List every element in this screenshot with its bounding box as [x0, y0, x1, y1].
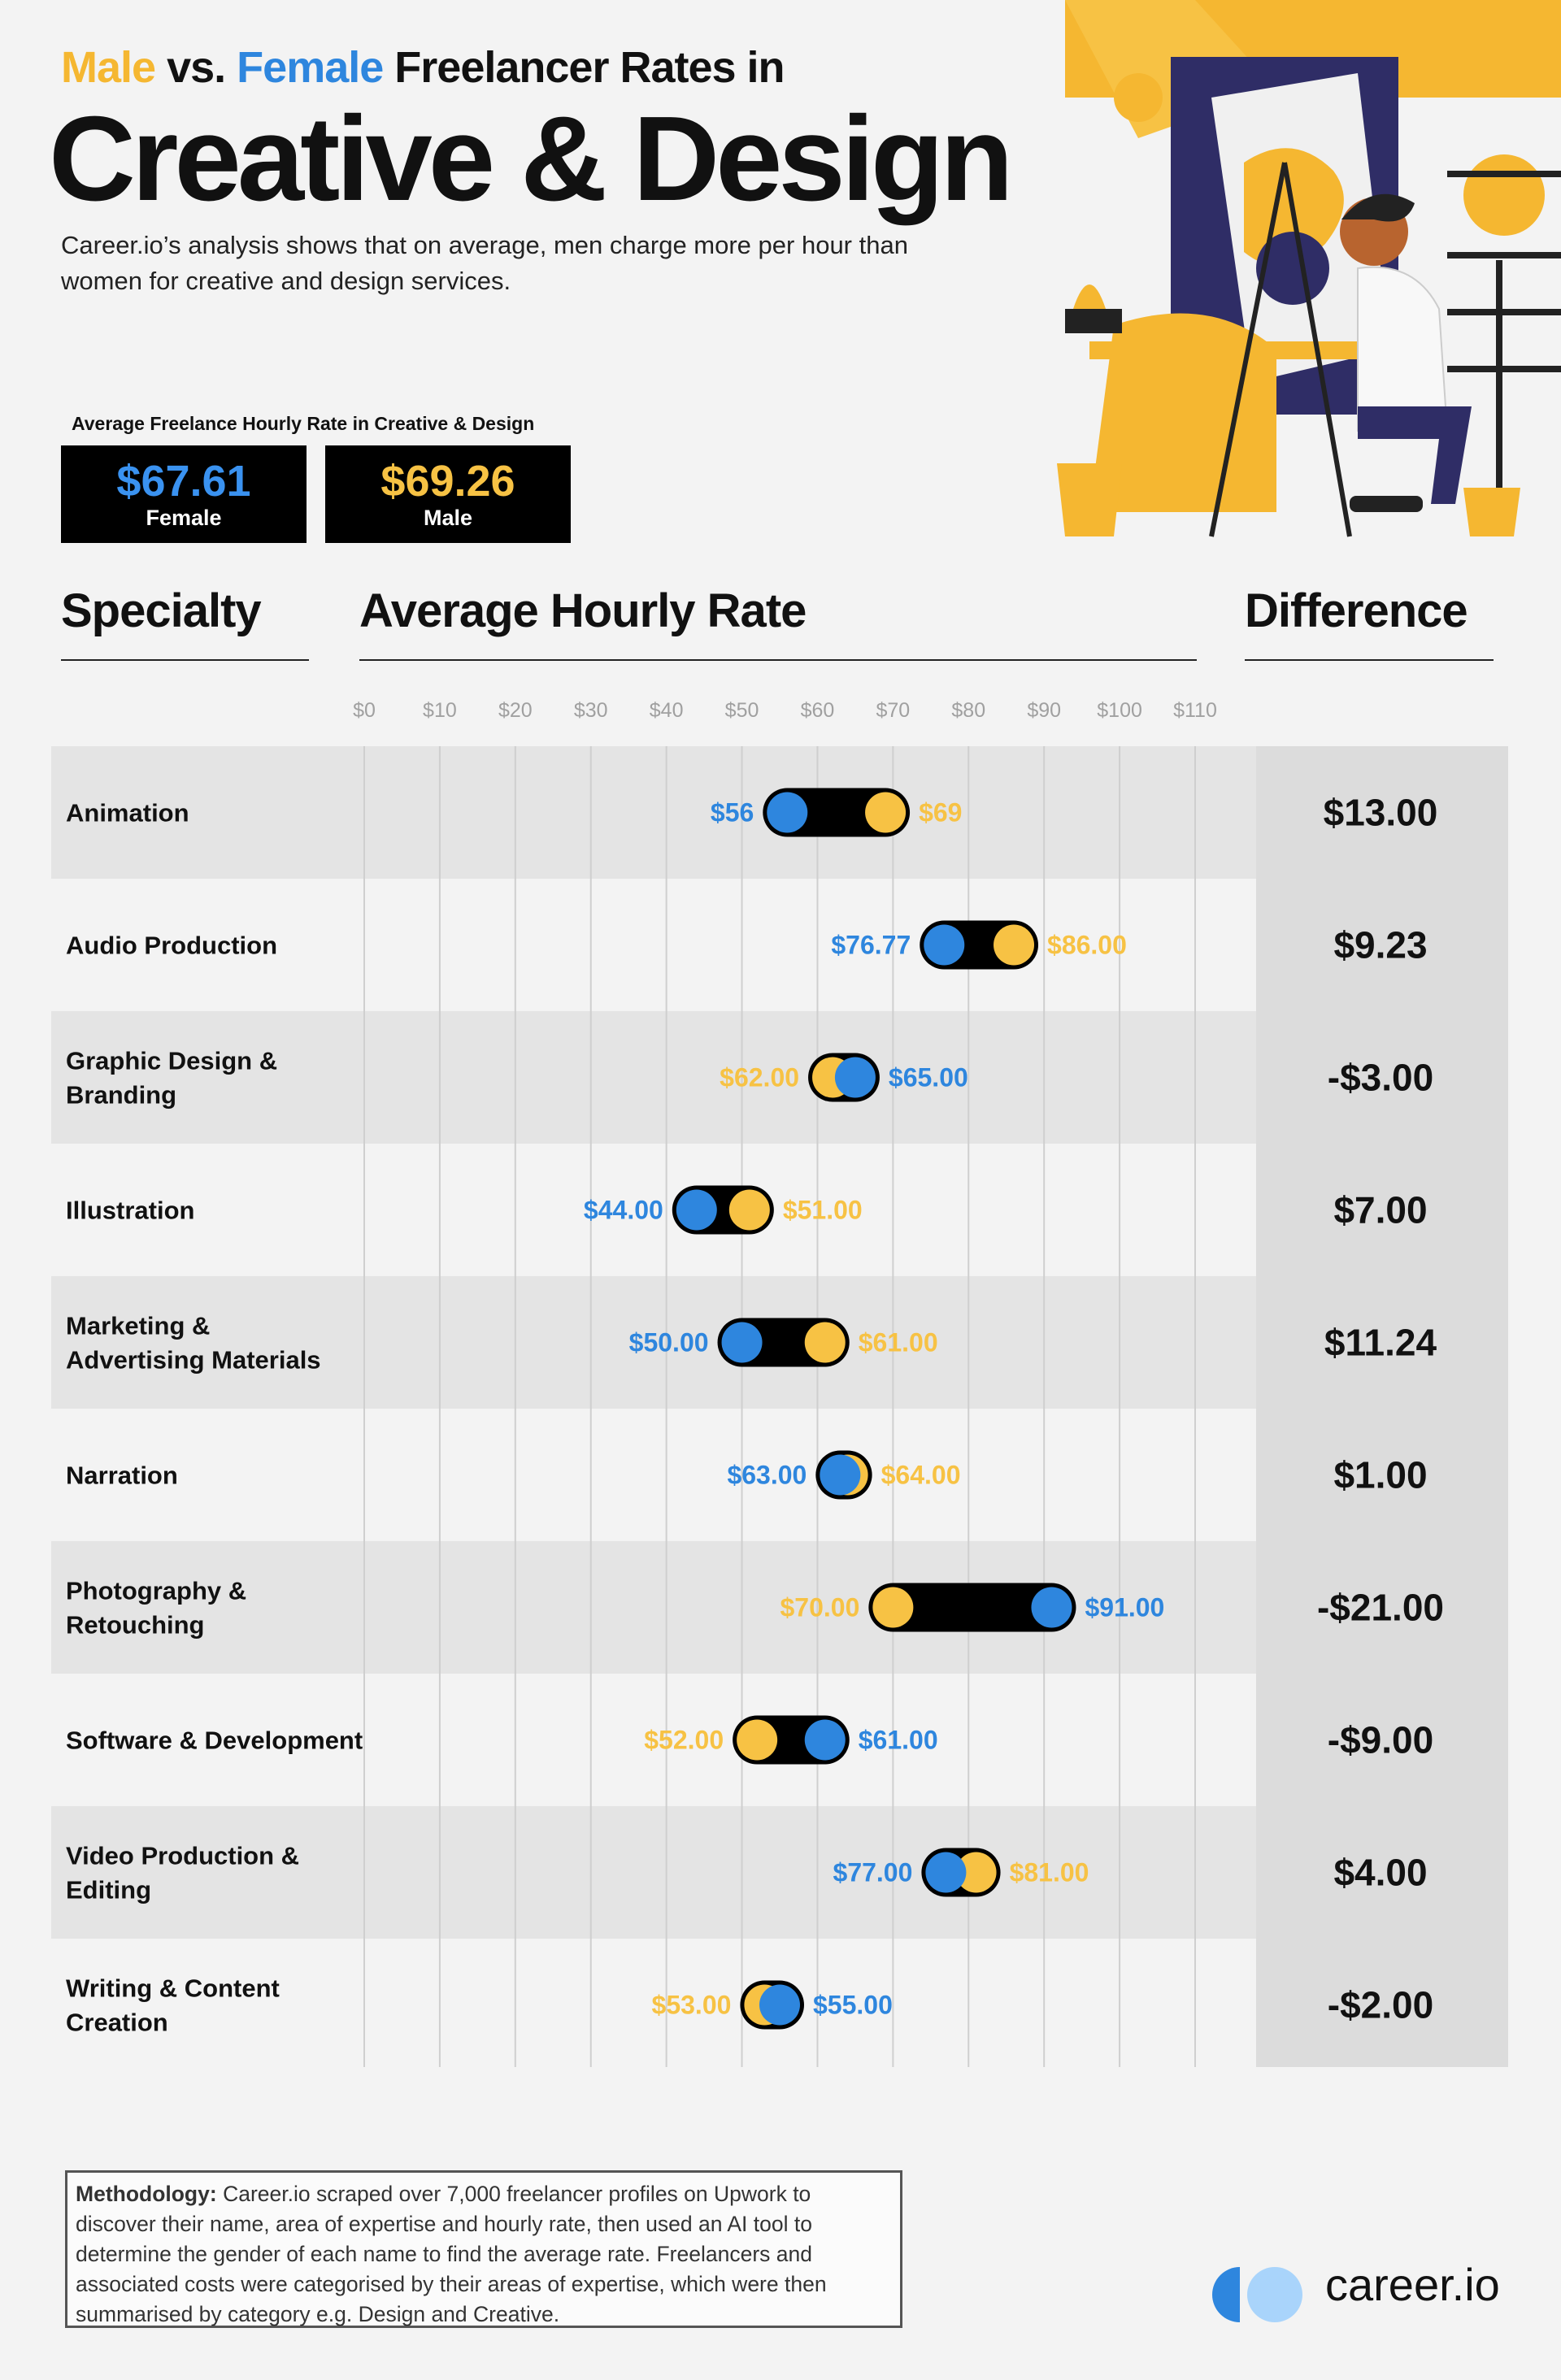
female-value-label: $44.00: [583, 1195, 663, 1225]
female-value-label: $61.00: [858, 1725, 938, 1755]
x-tick-label: $0: [353, 699, 376, 722]
rate-column-header: Average Hourly Rate: [359, 584, 807, 637]
female-average-value: $67.61: [116, 457, 251, 506]
methodology-text: Career.io scraped over 7,000 freelancer profiles on Upwork to discover their name, area of expertise and hourly rate, then used an AI tool to determine the gender of each name to find the average rate. Freelancers and associated costs were categorised by their areas of expertise, which were then summarised by category e.g. Design and Creative.: [76, 2182, 827, 2326]
specialty-column-header: Specialty: [61, 584, 261, 637]
female-value-label: $77.00: [833, 1857, 913, 1887]
title-male-word: Male: [61, 43, 156, 92]
female-value-label: $50.00: [628, 1327, 709, 1357]
difference-value: $11.24: [1324, 1321, 1437, 1364]
female-dot: [805, 1720, 846, 1761]
female-dot: [1031, 1587, 1072, 1628]
difference-value: $9.23: [1333, 923, 1428, 966]
x-tick-label: $70: [876, 699, 911, 722]
male-dot: [994, 925, 1034, 966]
male-dot: [729, 1190, 770, 1231]
x-tick-label: $100: [1097, 699, 1142, 722]
difference-column-header: Difference: [1245, 584, 1468, 637]
male-value-label: $64.00: [881, 1460, 961, 1490]
male-dot: [737, 1720, 777, 1761]
x-tick-label: $90: [1027, 699, 1062, 722]
difference-value: -$9.00: [1327, 1718, 1434, 1761]
female-value-label: $91.00: [1085, 1592, 1165, 1622]
category-label: Graphic Design & Branding: [66, 1046, 278, 1110]
subtitle: Career.io’s analysis shows that on average, men charge more per hour than women for creative and design services.: [61, 231, 908, 295]
female-dot: [924, 925, 964, 966]
female-value-label: $76.77: [831, 930, 911, 960]
title-vs-word: vs.: [167, 43, 226, 92]
male-value-label: $70.00: [780, 1592, 860, 1622]
category-label: Video Production & Editing: [66, 1841, 300, 1904]
brand-name: career.io: [1325, 2259, 1500, 2310]
x-tick-label: $10: [423, 699, 457, 722]
methodology-box: [65, 2170, 902, 2328]
methodology-label: Methodology:: [76, 2182, 217, 2206]
female-value-label: $63.00: [727, 1460, 807, 1490]
male-dot: [872, 1587, 913, 1628]
female-dot: [759, 1985, 800, 2026]
female-average-label: Female: [146, 506, 222, 530]
female-dot: [767, 793, 807, 833]
x-tick-label: $60: [800, 699, 835, 722]
male-value-label: $51.00: [782, 1195, 863, 1225]
x-tick-label: $20: [498, 699, 533, 722]
female-value-label: $56: [710, 797, 754, 827]
male-value-label: $52.00: [644, 1725, 724, 1755]
female-dot: [722, 1322, 763, 1363]
x-tick-label: $40: [649, 699, 684, 722]
x-tick-label: $30: [573, 699, 608, 722]
category-label: Marketing & Advertising Materials: [66, 1311, 321, 1375]
difference-value: $13.00: [1323, 791, 1438, 834]
male-value-label: $53.00: [651, 1990, 732, 2020]
male-dot: [865, 793, 906, 833]
category-label: Narration: [66, 1461, 178, 1490]
category-label: Photography & Retouching: [66, 1576, 247, 1640]
difference-value: -$21.00: [1316, 1586, 1445, 1629]
difference-value: $7.00: [1333, 1188, 1428, 1231]
title-rest: Freelancer Rates in: [394, 43, 785, 92]
female-value-label: $55.00: [813, 1990, 893, 2020]
male-value-label: $81.00: [1009, 1857, 1089, 1887]
x-tick-label: $50: [724, 699, 759, 722]
female-dot: [835, 1058, 876, 1098]
page-title: Creative & Design: [49, 92, 1010, 226]
female-dot: [820, 1455, 860, 1496]
title-female-word: Female: [237, 43, 384, 92]
difference-value: $4.00: [1333, 1851, 1428, 1894]
female-value-label: $65.00: [888, 1062, 968, 1092]
difference-value: $1.00: [1333, 1453, 1428, 1496]
category-label: Audio Production: [66, 931, 278, 960]
male-value-label: $69: [919, 797, 963, 827]
male-dot: [805, 1322, 846, 1363]
category-label: Animation: [66, 798, 189, 827]
summary-label: Average Freelance Hourly Rate in Creative & Design: [72, 413, 535, 434]
difference-value: -$2.00: [1327, 1983, 1434, 2026]
male-average-value: $69.26: [380, 457, 515, 506]
female-dot: [925, 1852, 966, 1893]
career-io-logo-icon: [1210, 2265, 1304, 2325]
x-tick-label: $110: [1173, 699, 1217, 722]
x-tick-label: $80: [951, 699, 986, 722]
difference-value: -$3.00: [1327, 1056, 1434, 1099]
category-label: Writing & Content Creation: [66, 1974, 280, 2037]
male-value-label: $61.00: [858, 1327, 938, 1357]
category-label: Software & Development: [66, 1726, 363, 1755]
female-dot: [676, 1190, 717, 1231]
category-label: Illustration: [66, 1196, 195, 1225]
male-value-label: $62.00: [720, 1062, 800, 1092]
male-value-label: $86.00: [1047, 930, 1127, 960]
male-average-label: Male: [423, 506, 473, 530]
